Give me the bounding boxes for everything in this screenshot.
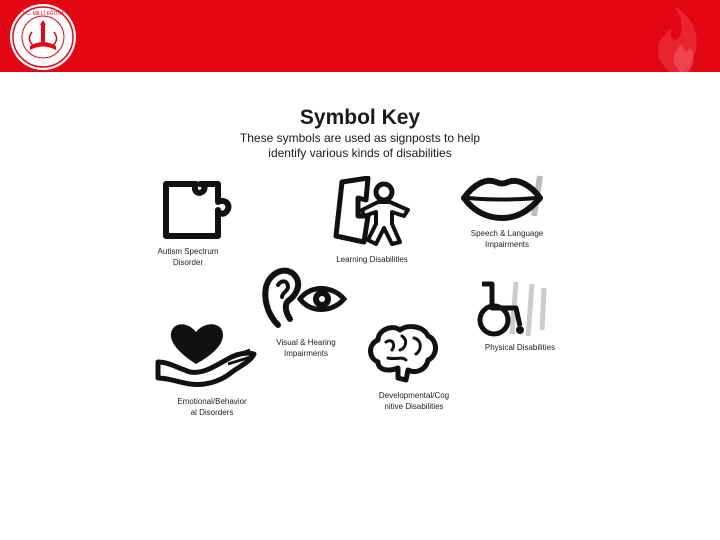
heart-in-hand-icon (154, 316, 264, 388)
label-developmental: Developmental/Cog nitive Disabilities (378, 391, 450, 411)
label-physical: Physical Disabilities (484, 343, 556, 352)
wheelchair-icon (472, 278, 552, 340)
flame-decoration (610, 0, 720, 72)
header-bar (0, 0, 720, 72)
label-emotional: Emotional/Behavior al Disorders (177, 397, 247, 417)
lips-icon (460, 170, 550, 225)
puzzle-piece-icon (160, 180, 245, 242)
label-visual-hearing: Visual & Hearing Impairments (276, 338, 336, 358)
label-autism: Autism Spectrum Disorder (157, 247, 219, 267)
page-title: Symbol Key (299, 106, 421, 129)
svg-text:T.C. MİLLİ EĞİTİM: T.C. MİLLİ EĞİTİM (22, 11, 64, 17)
ear-eye-icon (260, 263, 350, 335)
ministry-logo (8, 2, 78, 72)
page-subtitle: These symbols are used as signposts to help identify various kinds of disabilities (239, 131, 481, 160)
label-learning: Learning Disabilities (336, 255, 408, 264)
brain-icon (366, 322, 440, 384)
reversed-letter-figure-icon (328, 176, 413, 248)
label-speech: Speech & Language Impairments (470, 229, 544, 249)
